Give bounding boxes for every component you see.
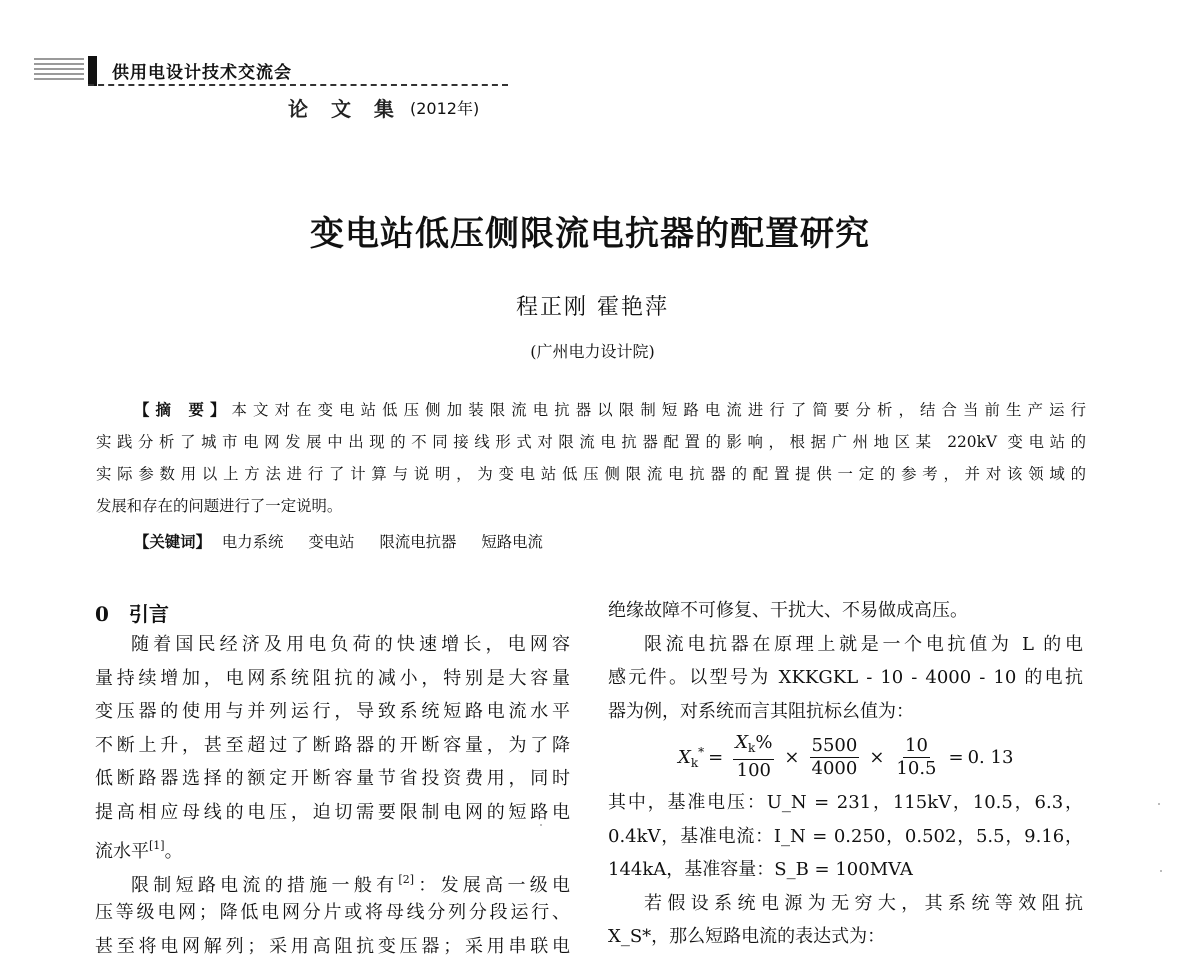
collection-year: (2012年) [410, 96, 479, 119]
text-line [95, 829, 570, 863]
keyword: 电力系统 [222, 533, 284, 551]
text-line: 不断上升，甚至超过了断路器的开断容量，为了降 [95, 729, 570, 763]
text-line: 器为例，对系统而言其阻抗标幺值为： [608, 695, 1083, 729]
keyword: 限流电抗器 [379, 533, 456, 551]
abstract-line: 实践分析了城市电网发展中出现的不同接线形式对限流电抗器配置的影响，根据广州地区某 220kV 变电站的 [96, 426, 1086, 458]
abstract-line: 本文对在变电站低压侧加装限流电抗器以限制短路电流进行了简要分析，结合当前生产运行 [232, 401, 1086, 419]
base-values-paragraph [608, 786, 1083, 954]
paper-title: 变电站低压侧限流电抗器的配置研究 [0, 206, 1180, 255]
keywords [134, 530, 563, 552]
text-line: 感元件。以型号为 XKKGKL - 10 - 4000 - 10 的电抗 [608, 661, 1083, 695]
scan-speck [540, 824, 542, 826]
section-number: 0 [95, 602, 109, 626]
header-rule [88, 84, 508, 86]
text-line: 若假设系统电源为无穷大，其系统等效阻抗 [608, 887, 1083, 921]
impedance-formula: $X_k^*$ = $\frac{X_k\%}{100}$ × $\frac{5500}{4000}$ × $\frac{10}{10.5}$ = 0. 13 [608, 728, 1083, 786]
scan-speck [1160, 870, 1162, 872]
text-line: 压等级电网；降低电网分片或将母线分列分段运行、 [95, 896, 570, 930]
scan-speck [1158, 803, 1160, 805]
conference-name: 供用电设计技术交流会 [112, 58, 292, 83]
text-line: 限流电抗器在原理上就是一个电抗值为 L 的电 [608, 628, 1083, 662]
citation: [1] [149, 839, 165, 852]
intro-paragraphs [95, 628, 570, 963]
collection-title: 论 文 集 [288, 93, 402, 122]
text-line: 低断路器选择的额定开断容量节省投资费用，同时 [95, 762, 570, 796]
text-fragment: 。 [165, 841, 183, 862]
abstract [96, 394, 1086, 522]
formula-fraction: $\frac{X_k\%}{100}$ [733, 732, 774, 782]
text-line: 其中，基准电压：U_N = 231，115kV，10.5，6.3， [608, 786, 1083, 820]
abstract-line: 实际参数用以上方法进行了计算与说明，为变电站低压侧限流电抗器的配置提供一定的参考，并对该领域的 [96, 458, 1086, 490]
text-line: 变压器的使用与并列运行，导致系统短路电流水平 [95, 695, 570, 729]
text-line: 144kA，基准容量：S_B = 100MVA [608, 853, 1083, 887]
paper-affiliation: (广州电力设计院) [0, 339, 1185, 362]
text-line: 量持续增加，电网系统阻抗的减小，特别是大容量 [95, 662, 570, 696]
text-line: 随着国民经济及用电负荷的快速增长，电网容 [95, 628, 570, 662]
section-title: 引言 [129, 602, 169, 626]
left-column [95, 598, 570, 963]
paper-authors: 程正刚 霍艳萍 [0, 290, 1185, 321]
keywords-label: 【关键词】 [134, 533, 211, 551]
text-line: 0.4kV，基准电流：I_N = 0.250，0.502，5.5，9.16， [608, 820, 1083, 854]
text-line: X_S*，那么短路电流的表达式为： [608, 920, 1083, 954]
citation: [2] [398, 873, 414, 886]
section-heading [95, 598, 570, 628]
header-mark [88, 56, 97, 86]
text-fragment: ：发展高一级电 [414, 875, 570, 896]
text-line: 绝缘故障不可修复、干扰大、不易做成高压。 [608, 594, 1083, 628]
formula-lhs: $X_k^*$ [678, 745, 704, 770]
text-fragment: 限制短路电流的措施一般有 [131, 875, 398, 896]
abstract-label: 【摘 要】 [134, 401, 232, 419]
right-column [608, 594, 1083, 954]
text-line: 甚至将电网解列；采用高阻抗变压器；采用串联电 [95, 930, 570, 963]
keyword: 短路电流 [481, 533, 543, 551]
formula-result: 0. 13 [968, 747, 1014, 768]
text-line [95, 863, 570, 897]
keyword: 变电站 [308, 533, 354, 551]
text-fragment: 流水平 [95, 841, 149, 862]
abstract-line: 发展和存在的问题进行了一定说明。 [96, 490, 1086, 522]
formula-fraction: $\frac{10}{10.5}$ [894, 735, 938, 780]
text-line: 提高相应母线的电压，迫切需要限制电网的短路电 [95, 796, 570, 830]
reactor-paragraphs [608, 594, 1083, 728]
header-decoration [34, 58, 84, 80]
formula-fraction: $\frac{5500}{4000}$ [810, 735, 860, 780]
